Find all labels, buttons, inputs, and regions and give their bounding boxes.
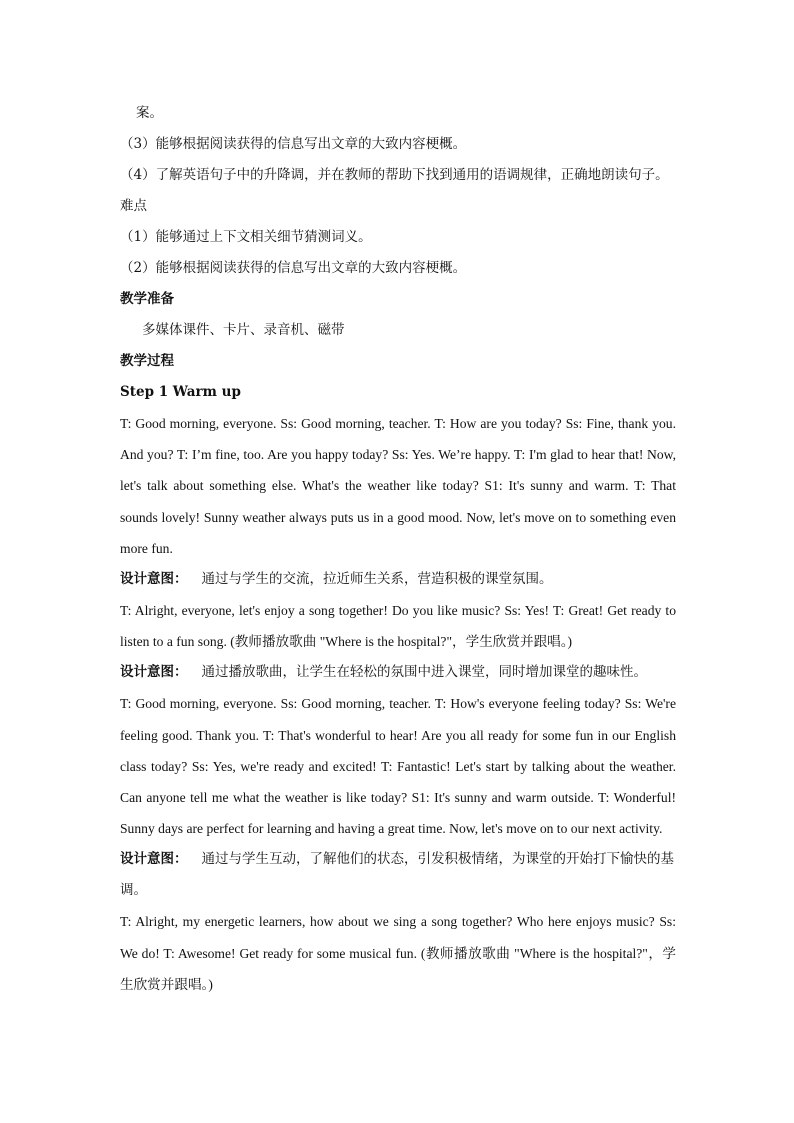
process-heading: 教学过程 [120, 353, 174, 369]
objective-4: （4）了解英语句子中的升降调，并在教师的帮助下找到通用的语调规律，正确地朗读句子。 [120, 167, 669, 183]
dialogue-paragraph-2: T: Alright, everyone, let's enjoy a song together! Do you like music? Ss: Yes! T: Great! Get ready to listen to a fun song. (教师播放歌曲 "Where is the hospital?"，学生欣赏并跟唱。) [120, 603, 676, 650]
difficulty-1: （1）能够通过上下文相关细节猜测词义。 [120, 229, 372, 245]
design-intent-3 [120, 844, 676, 906]
design-intent-text: 通过与学生的交流，拉近师生关系，营造积极的课堂氛围。 [201, 571, 553, 588]
prep-items: 多媒体课件、卡片、录音机、磁带 [142, 322, 345, 338]
difficulty-2: （2）能够根据阅读获得的信息写出文章的大致内容梗概。 [120, 260, 467, 276]
document-page [120, 98, 676, 1000]
design-intent-label: 设计意图： [120, 571, 188, 588]
design-intent-text: 通过与学生互动，了解他们的状态，引发积极情绪，为课堂的开始打下愉快的基调。 [120, 851, 674, 899]
dialogue-paragraph-3: T: Good morning, everyone. Ss: Good morning, teacher. T: How's everyone feeling today? Ss: We're feeling good. Thank you. T: That's wonderful to hear! Are you all ready for some fun in our English class today? Ss: Yes, we're ready and excited! T: Fantastic! Let's start by talking about the weather. Can anyone tell me what the weather is like today? S1: It's sunny and warm outside. T: Wonderful! Sunny days are perfect for learning and having a great time. Now, let's move on to our next activity. [120, 696, 676, 837]
objective-continuation: 案。 [136, 105, 163, 121]
dialogue-paragraph-1: T: Good morning, everyone. Ss: Good morning, teacher. T: How are you today? Ss: Fine, thank you. And you? T: I’m fine, too. Are you happy today? Ss: Yes. We’re happy. T: I'm glad to hear that! Now, let's talk about something else. What's the weather like today? S1: It's sunny and warm. T: That sounds lovely! Sunny weather always puts us in a good mood. Now, let's move on to something even more fun. [120, 416, 676, 556]
design-intent-2 [120, 657, 676, 688]
difficulty-heading: 难点 [120, 198, 147, 214]
objective-3: （3）能够根据阅读获得的信息写出文章的大致内容梗概。 [120, 136, 467, 152]
design-intent-label: 设计意图： [120, 664, 188, 681]
design-intent-label: 设计意图： [120, 851, 188, 868]
prep-heading: 教学准备 [120, 291, 174, 307]
design-intent-1 [120, 564, 676, 595]
dialogue-paragraph-4: T: Alright, my energetic learners, how about we sing a song together? Who here enjoys music? Ss: We do! T: Awesome! Get ready for some musical fun. (教师播放歌曲 "Where is the hospital?"，学生欣赏并跟唱。) [120, 914, 676, 992]
design-intent-text: 通过播放歌曲，让学生在轻松的氛围中进入课堂，同时增加课堂的趣味性。 [201, 664, 647, 681]
step1-heading: Step 1 Warm up [120, 384, 241, 400]
